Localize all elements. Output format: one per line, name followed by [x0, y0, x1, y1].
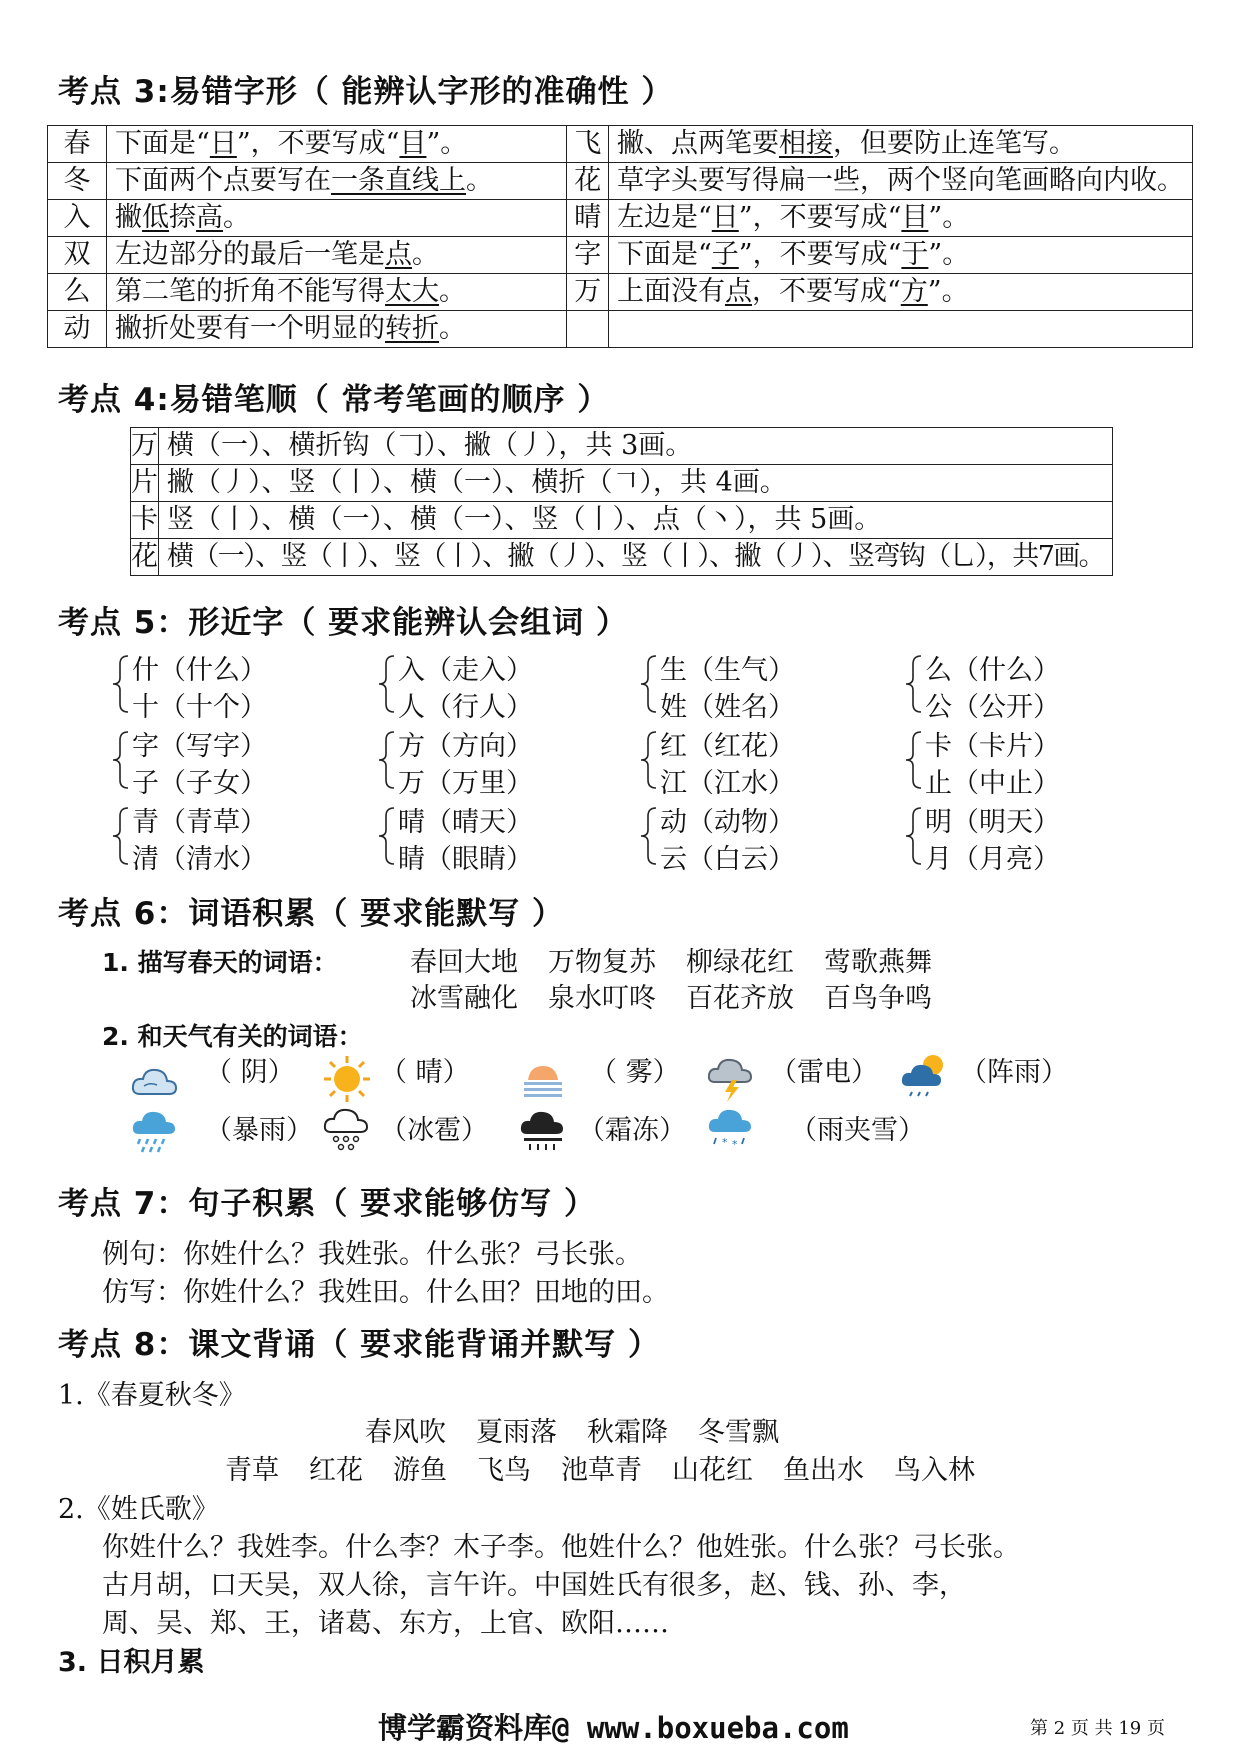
character-cell: 冬	[48, 163, 107, 200]
text-segment: 左边是“	[616, 202, 712, 233]
table-row	[48, 126, 1193, 163]
spring-words-heading: 1. 描写春天的词语：	[102, 948, 338, 977]
text-segment: 捺	[169, 202, 197, 233]
verse: 秋霜降	[587, 1417, 668, 1448]
character-cell: 万	[131, 428, 159, 465]
text-segment: ”，不要写成“	[738, 202, 902, 233]
character-pair	[378, 724, 608, 798]
character-word: 生（生气）	[660, 655, 795, 686]
character-cell: 么	[48, 274, 107, 311]
word: 柳绿花红	[686, 947, 794, 978]
poem-1-line-2	[225, 1448, 1005, 1487]
character-cell: 万	[567, 274, 608, 311]
character-cell: 春	[48, 126, 107, 163]
character-word: 红（红花）	[660, 731, 795, 762]
text-segment: ”。	[928, 202, 970, 233]
text-segment: 太大	[385, 276, 440, 307]
character-cell: 花	[131, 539, 159, 576]
character-word: 动（动物）	[660, 807, 795, 838]
character-pair	[112, 648, 342, 722]
description-cell	[107, 126, 567, 163]
character-word: 清（清水）	[132, 844, 267, 875]
character-cell: 入	[48, 200, 107, 237]
verse: 红花	[309, 1455, 363, 1486]
weather-label: （阵雨）	[960, 1057, 1068, 1088]
weather-label: （ 晴）	[380, 1057, 470, 1088]
verse: 鸟入林	[894, 1455, 975, 1486]
verse: 春风吹	[365, 1417, 446, 1448]
character-word: 什（什么）	[132, 655, 267, 686]
description-cell	[107, 237, 567, 274]
imitation-sentence: 仿写：你姓什么？我姓田。什么田？田地的田。	[102, 1277, 669, 1308]
section-4-title: 考点 4:易错笔顺（ 常考笔画的顺序 ）	[58, 382, 610, 418]
text-segment: 。	[466, 165, 494, 196]
text-segment: 撇折处要有一个明显的	[115, 313, 386, 344]
text-segment: 左边部分的最后一笔是	[115, 239, 386, 270]
section-6-title: 考点 6：词语积累（ 要求能默写 ）	[58, 896, 564, 932]
table-row	[131, 502, 1113, 539]
character-cell: 晴	[567, 200, 608, 237]
character-word: 方（方向）	[398, 731, 533, 762]
character-cell: 字	[567, 237, 608, 274]
word: 莺歌燕舞	[824, 947, 932, 978]
section-3-table	[47, 125, 1193, 348]
text-segment: 下面是“	[616, 239, 712, 270]
example-sentence: 例句：你姓什么？我姓张。什么张？弓长张。	[102, 1239, 642, 1270]
table-row	[48, 311, 1193, 348]
verse: 山花红	[672, 1455, 753, 1486]
description-cell	[608, 237, 1192, 274]
description-cell	[107, 163, 567, 200]
text-segment: ”，不要写成“	[236, 128, 400, 159]
weather-words-heading: 2. 和天气有关的词语：	[102, 1022, 363, 1051]
section-3-daily-accumulation: 3. 日积月累	[58, 1647, 205, 1678]
character-word: 明（明天）	[925, 807, 1060, 838]
table-row	[48, 237, 1193, 274]
text-segment: ”，不要写成“	[738, 239, 902, 270]
text-segment: 低	[142, 202, 170, 233]
description-cell	[608, 163, 1192, 200]
text-segment: 撇	[115, 202, 143, 233]
character-word: 卡（卡片）	[925, 731, 1060, 762]
cloudy-icon	[130, 1056, 180, 1106]
table-row	[48, 163, 1193, 200]
character-cell: 双	[48, 237, 107, 274]
word: 冰雪融化	[410, 983, 518, 1014]
table-row	[131, 465, 1113, 502]
text-segment: 方	[900, 276, 928, 307]
character-pair	[640, 724, 870, 798]
text-segment: 。	[223, 202, 251, 233]
brace-icon	[905, 730, 923, 790]
character-word: 晴（晴天）	[398, 807, 533, 838]
description-cell	[608, 311, 1192, 348]
brace-icon	[378, 730, 396, 790]
text-segment: 日	[711, 202, 739, 233]
brace-icon	[640, 654, 658, 714]
brace-icon	[112, 806, 130, 866]
character-word: 么（什么）	[925, 655, 1060, 686]
character-cell	[567, 311, 608, 348]
character-word: 子（子女）	[132, 768, 267, 799]
sun-icon	[322, 1054, 372, 1104]
character-word: 青（青草）	[132, 807, 267, 838]
character-cell: 卡	[131, 502, 159, 539]
brace-icon	[905, 806, 923, 866]
table-row	[48, 200, 1193, 237]
text-segment: ”。	[426, 128, 468, 159]
character-pair	[905, 724, 1135, 798]
weather-label: （ 雾）	[590, 1057, 680, 1088]
hail-icon	[322, 1104, 372, 1154]
footer-watermark: 博学霸资料库@ www.boxueba.com	[378, 1711, 849, 1745]
description-cell	[608, 126, 1192, 163]
character-pair	[112, 800, 342, 874]
weather-label: （暴雨）	[205, 1115, 313, 1146]
page-number: 第 2 页 共 19 页	[1030, 1718, 1165, 1739]
text-segment: 高	[196, 202, 224, 233]
character-word: 止（中止）	[925, 768, 1060, 799]
text-segment: 目	[399, 128, 427, 159]
character-cell: 花	[567, 163, 608, 200]
character-pair	[905, 800, 1135, 874]
section-4-table	[130, 427, 1113, 576]
weather-label: （ 阴）	[205, 1057, 295, 1088]
brace-icon	[112, 654, 130, 714]
character-word: 月（月亮）	[925, 844, 1060, 875]
character-pair	[378, 648, 608, 722]
poem-2-line-3: 周、吴、郑、王，诸葛、东方，上官、欧阳……	[102, 1608, 669, 1639]
text-segment: 于	[901, 239, 929, 270]
description-cell	[608, 274, 1192, 311]
poem-2-title: 2.《姓氏歌》	[58, 1494, 219, 1525]
character-word: 姓（姓名）	[660, 692, 795, 723]
text-segment: 相接	[778, 128, 833, 159]
verse: 冬雪飘	[698, 1417, 779, 1448]
weather-label: （冰雹）	[380, 1115, 488, 1146]
character-word: 公（公开）	[925, 692, 1060, 723]
text-segment: 。	[439, 313, 467, 344]
character-word: 江（江水）	[660, 768, 795, 799]
verse: 鱼出水	[783, 1455, 864, 1486]
poem-2-line-2: 古月胡，口天吴，双人徐，言午许。中国姓氏有很多，赵、钱、孙、李，	[102, 1570, 966, 1601]
text-segment: 撇、点两笔要	[616, 128, 779, 159]
character-word: 十（十个）	[132, 692, 267, 723]
text-segment: ，但要防止连笔写。	[832, 128, 1076, 159]
character-word: 万（万里）	[398, 768, 533, 799]
svg-text:*: *	[732, 1138, 738, 1151]
character-cell: 动	[48, 311, 107, 348]
spring-words-row-2	[410, 976, 962, 1015]
verse: 夏雨落	[476, 1417, 557, 1448]
character-pair	[378, 800, 608, 874]
text-segment: 。	[439, 276, 467, 307]
stroke-order-cell: 竖（丨）、横（一）、横（一）、竖（丨）、点（丶），共 5画。	[159, 502, 1113, 539]
stroke-order-cell: 横（一）、横折钩（𠃌）、撇（丿），共 3画。	[159, 428, 1113, 465]
text-segment: 第二笔的折角不能写得	[115, 276, 386, 307]
weather-label: （雷电）	[770, 1057, 878, 1088]
description-cell	[107, 274, 567, 311]
table-row	[48, 274, 1193, 311]
word: 泉水叮咚	[548, 983, 656, 1014]
fog-icon	[518, 1054, 568, 1104]
brace-icon	[112, 730, 130, 790]
character-word: 人（行人）	[398, 692, 533, 723]
description-cell	[107, 311, 567, 348]
verse: 池草青	[561, 1455, 642, 1486]
word: 春回大地	[410, 947, 518, 978]
character-pair	[640, 800, 870, 874]
poem-2-line-1: 你姓什么？我姓李。什么李？木子李。他姓什么？他姓张。什么张？弓长张。	[102, 1532, 1020, 1563]
thunderstorm-icon	[706, 1052, 756, 1102]
shower-icon	[900, 1050, 950, 1100]
table-row	[131, 428, 1113, 465]
description-cell	[107, 200, 567, 237]
text-segment: 。	[412, 239, 440, 270]
character-cell: 飞	[567, 126, 608, 163]
svg-text:*: *	[722, 1136, 728, 1149]
text-segment: 下面两个点要写在	[115, 165, 332, 196]
heavy-rain-icon	[130, 1106, 180, 1156]
poem-1-line-1	[365, 1410, 809, 1449]
spring-words-row-1	[410, 940, 962, 979]
stroke-order-cell: 横（一）、竖（丨）、竖（丨）、撇（丿）、竖（丨）、撇（丿）、竖弯钩（乚），共7画。	[159, 539, 1113, 576]
brace-icon	[905, 654, 923, 714]
sleet-icon	[706, 1104, 756, 1154]
character-pair	[640, 648, 870, 722]
character-pair	[905, 648, 1135, 722]
text-segment: 子	[711, 239, 739, 270]
character-word: 字（写字）	[132, 731, 267, 762]
table-row	[131, 539, 1113, 576]
poem-1-title: 1.《春夏秋冬》	[58, 1380, 246, 1411]
brace-icon	[378, 806, 396, 866]
character-pair	[112, 724, 342, 798]
stroke-order-cell: 撇（丿）、竖（丨）、横（一）、横折（𠃍），共 4画。	[159, 465, 1113, 502]
verse: 飞鸟	[477, 1455, 531, 1486]
text-segment: ，不要写成“	[751, 276, 901, 307]
word: 万物复苏	[548, 947, 656, 978]
character-word: 睛（眼睛）	[398, 844, 533, 875]
text-segment: 上面没有	[616, 276, 725, 307]
weather-label: （霜冻）	[578, 1115, 686, 1146]
text-segment: ”。	[927, 276, 969, 307]
brace-icon	[378, 654, 396, 714]
frost-icon	[518, 1104, 568, 1154]
text-segment: 日	[209, 128, 237, 159]
weather-label: （雨夹雪）	[790, 1115, 925, 1146]
brace-icon	[640, 806, 658, 866]
verse: 青草	[225, 1455, 279, 1486]
section-7-title: 考点 7：句子积累（ 要求能够仿写 ）	[58, 1186, 596, 1222]
section-8-title: 考点 8：课文背诵（ 要求能背诵并默写 ）	[58, 1327, 660, 1363]
text-segment: 转折	[385, 313, 440, 344]
character-word: 云（白云）	[660, 844, 795, 875]
verse: 游鱼	[393, 1455, 447, 1486]
brace-icon	[640, 730, 658, 790]
character-cell: 片	[131, 465, 159, 502]
text-segment: 点	[724, 276, 752, 307]
character-word: 入（走入）	[398, 655, 533, 686]
section-3-title: 考点 3:易错字形（ 能辨认字形的准确性 ）	[58, 74, 674, 110]
description-cell	[608, 200, 1192, 237]
text-segment: 一条直线上	[331, 165, 467, 196]
section-5-title: 考点 5：形近字（ 要求能辨认会组词 ）	[58, 605, 628, 641]
text-segment: 下面是“	[115, 128, 210, 159]
text-segment: ”。	[928, 239, 970, 270]
word: 百鸟争鸣	[824, 983, 932, 1014]
text-segment: 点	[385, 239, 413, 270]
text-segment: 草字头要写得扁一些，两个竖向笔画略向内收。	[616, 165, 1184, 196]
word: 百花齐放	[686, 983, 794, 1014]
text-segment: 目	[901, 202, 929, 233]
